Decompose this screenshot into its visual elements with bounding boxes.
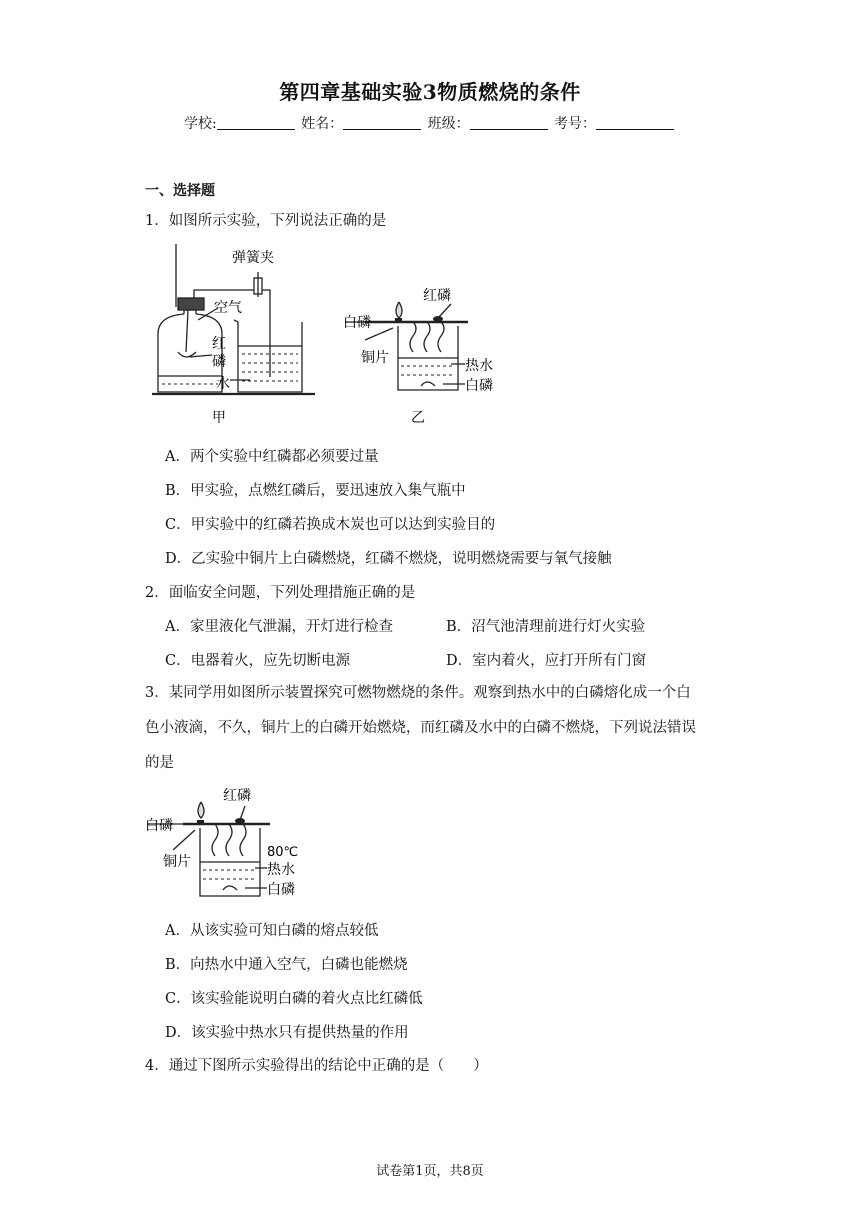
figure-q3 <box>145 784 310 904</box>
caption-yi: 乙 <box>411 410 425 426</box>
school-blank[interactable] <box>217 115 295 130</box>
label-hot-water: 热水 <box>465 358 493 374</box>
page-footer: 试卷第1页，共8页 <box>376 1164 484 1179</box>
name-blank[interactable] <box>343 115 421 130</box>
label-white-p-top: 白磷 <box>145 818 173 834</box>
label-temperature: 80℃ <box>267 845 299 860</box>
q3-option-c[interactable]: C．该实验能说明白磷的着火点比红磷低 <box>165 991 423 1007</box>
label-red-p-1: 红 <box>212 336 226 352</box>
class-label: 班级： <box>427 116 470 132</box>
name-label: 姓名： <box>301 116 344 132</box>
q1-option-a[interactable]: A．两个实验中红磷都必须要过量 <box>165 449 379 465</box>
class-blank[interactable] <box>470 115 548 130</box>
section-heading: 一、选择题 <box>145 183 215 199</box>
school-label: 学校: <box>183 116 217 132</box>
label-clamp: 弹簧夹 <box>232 250 274 266</box>
label-copper: 铜片 <box>361 350 389 366</box>
caption-jia: 甲 <box>212 410 226 426</box>
student-info-line <box>0 113 860 133</box>
label-water: 水 <box>216 376 230 392</box>
q3-stem-line-1: 3．某同学用如图所示装置探究可燃物燃烧的条件。观察到热水中的白磷熔化成一个白 <box>145 685 691 701</box>
question-2-stem: 2．面临安全问题，下列处理措施正确的是 <box>145 585 416 601</box>
q3-option-b[interactable]: B．向热水中通入空气，白磷也能燃烧 <box>165 957 408 973</box>
figure-jia <box>150 242 320 427</box>
q3-stem-line-2: 色小液滴，不久，铜片上的白磷开始燃烧，而红磷及水中的白磷不燃烧，下列说法错误 <box>145 720 696 736</box>
q1-option-d[interactable]: D．乙实验中铜片上白磷燃烧，红磷不燃烧，说明燃烧需要与氧气接触 <box>165 551 612 567</box>
q3-option-d[interactable]: D．该实验中热水只有提供热量的作用 <box>165 1025 409 1041</box>
label-white-p-bottom: 白磷 <box>465 378 493 394</box>
number-label: 考号： <box>554 116 597 132</box>
number-blank[interactable] <box>596 115 674 130</box>
q2-option-d[interactable]: D．室内着火，应打开所有门窗 <box>446 653 647 669</box>
label-copper: 铜片 <box>163 854 191 870</box>
question-4-stem: 4．通过下图所示实验得出的结论中正确的是（ ） <box>145 1058 488 1074</box>
q1-option-c[interactable]: C．甲实验中的红磷若换成木炭也可以达到实验目的 <box>165 517 496 533</box>
q2-option-c[interactable]: C．电器着火，应先切断电源 <box>165 653 351 669</box>
page-title: 第四章基础实验3物质燃烧的条件 <box>279 80 581 104</box>
question-1-stem: 1．如图所示实验，下列说法正确的是 <box>145 213 387 229</box>
label-white-p-top: 白磷 <box>343 315 371 331</box>
label-red-p: 红磷 <box>223 788 251 804</box>
label-white-p-bottom: 白磷 <box>267 882 295 898</box>
figure-yi <box>343 282 503 427</box>
label-red-p: 红磷 <box>423 288 451 304</box>
q1-option-b[interactable]: B．甲实验，点燃红磷后，要迅速放入集气瓶中 <box>165 483 466 499</box>
label-air: 空气 <box>214 300 242 316</box>
label-hot-water: 热水 <box>267 862 295 878</box>
q3-option-a[interactable]: A．从该实验可知白磷的熔点较低 <box>165 923 379 939</box>
question-3-stem <box>145 676 735 781</box>
q2-option-a[interactable]: A．家里液化气泄漏，开灯进行检查 <box>165 619 393 635</box>
label-red-p-2: 磷 <box>212 354 226 370</box>
q3-stem-line-3: 的是 <box>145 755 174 771</box>
q2-option-b[interactable]: B．沼气池清理前进行灯火实验 <box>446 619 646 635</box>
